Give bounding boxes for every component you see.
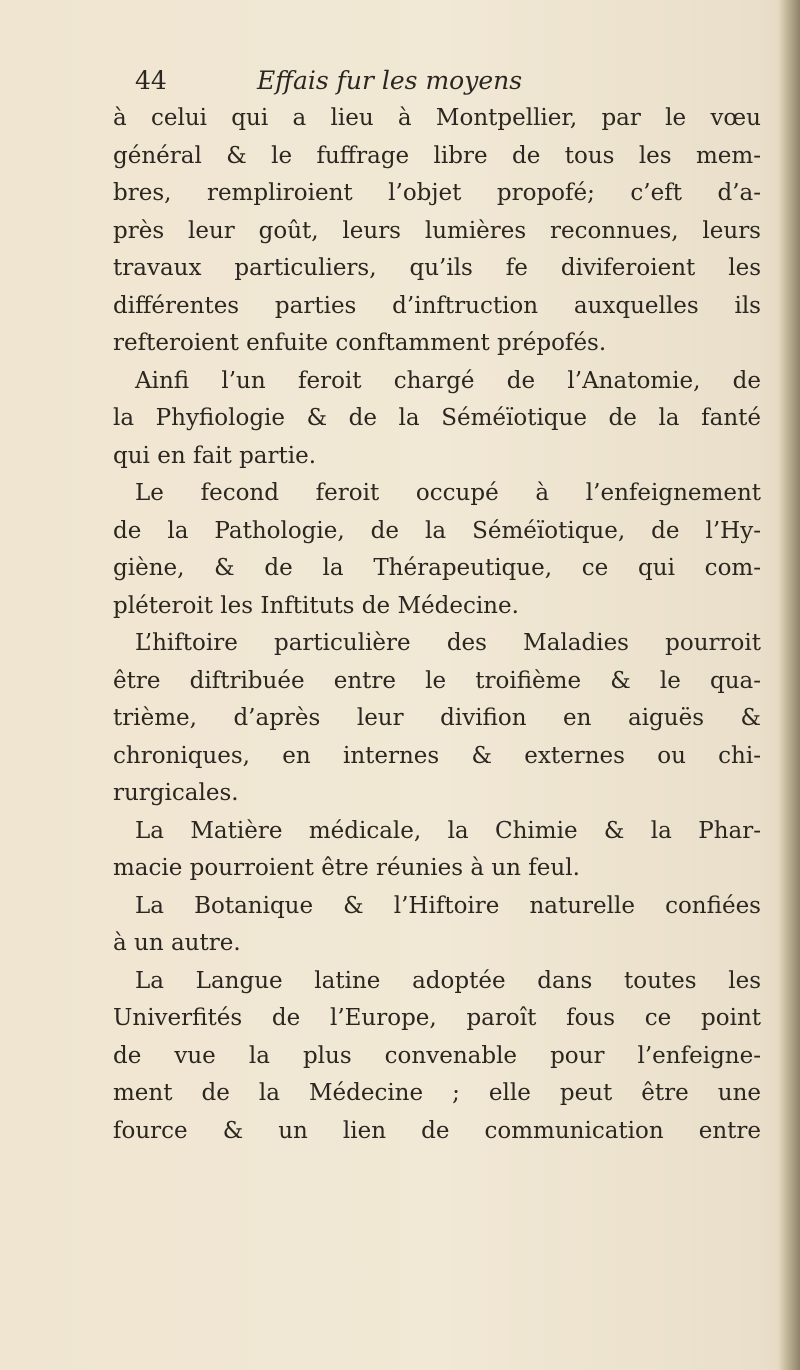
text-line: bres, rempliroient l’objet propofé; c’eft d’a- [113,180,761,206]
text-line: Le fecond feroit occupé à l’enfeignement [135,480,761,506]
text-line: fource & un lien de communication entre [113,1117,761,1144]
text-line: Univerfités de l’Europe, paroît fous ce point [113,1005,761,1031]
body-text [113,100,761,1150]
text-line: Ainfi l’un feroit chargé de l’Anatomie, de [135,367,761,394]
text-line: chroniques, en internes & externes ou chi- [113,742,761,769]
text-line: de la Pathologie, de la Séméïotique, de l’Hy- [113,517,761,544]
text-line: ment de la Médecine ; elle peut être une [113,1080,761,1106]
text-line: La Matière médicale, la Chimie & la Phar- [135,817,761,844]
book-edge-shadow [778,0,800,1370]
text-line: macie pourroient être réunies à un feul. [113,855,580,881]
text-line: giène, & de la Thérapeutique, ce qui com- [113,555,761,581]
text-line: la Phyfiologie & de la Séméïotique de la fanté [113,405,761,431]
text-line: L’hiftoire particulière des Maladies pourroit [135,630,761,656]
text-line: La Langue latine adoptée dans toutes les [135,967,761,994]
text-line: être diftribuée entre le troifième & le qua- [113,667,761,694]
text-line: travaux particuliers, qu’ils fe diviferoient les [113,255,761,281]
text-line: pléteroit les Inftituts de Médecine. [113,592,519,619]
page-number: 44 [135,66,167,95]
text-line: rurgicales. [113,780,239,806]
text-line: La Botanique & l’Hiftoire naturelle confiées [135,892,761,919]
text-line: différentes parties d’inftruction auxquelles ils [113,292,761,319]
text-line: général & le fuffrage libre de tous les mem- [113,142,761,169]
text-line: qui en fait partie. [113,442,317,469]
running-title: Effais fur les moyens [257,66,523,95]
text-line: trième, d’après leur divifion en aiguës & [113,705,761,731]
text-line: à celui qui a lieu à Montpellier, par le vœu [113,105,761,131]
text-line: près leur goût, leurs lumières reconnues, leurs [113,217,761,244]
text-line: de vue la plus convenable pour l’enfeigne- [113,1042,761,1069]
text-line: à un autre. [113,930,241,956]
text-line: refteroient enfuite conftamment prépofés. [113,330,607,356]
